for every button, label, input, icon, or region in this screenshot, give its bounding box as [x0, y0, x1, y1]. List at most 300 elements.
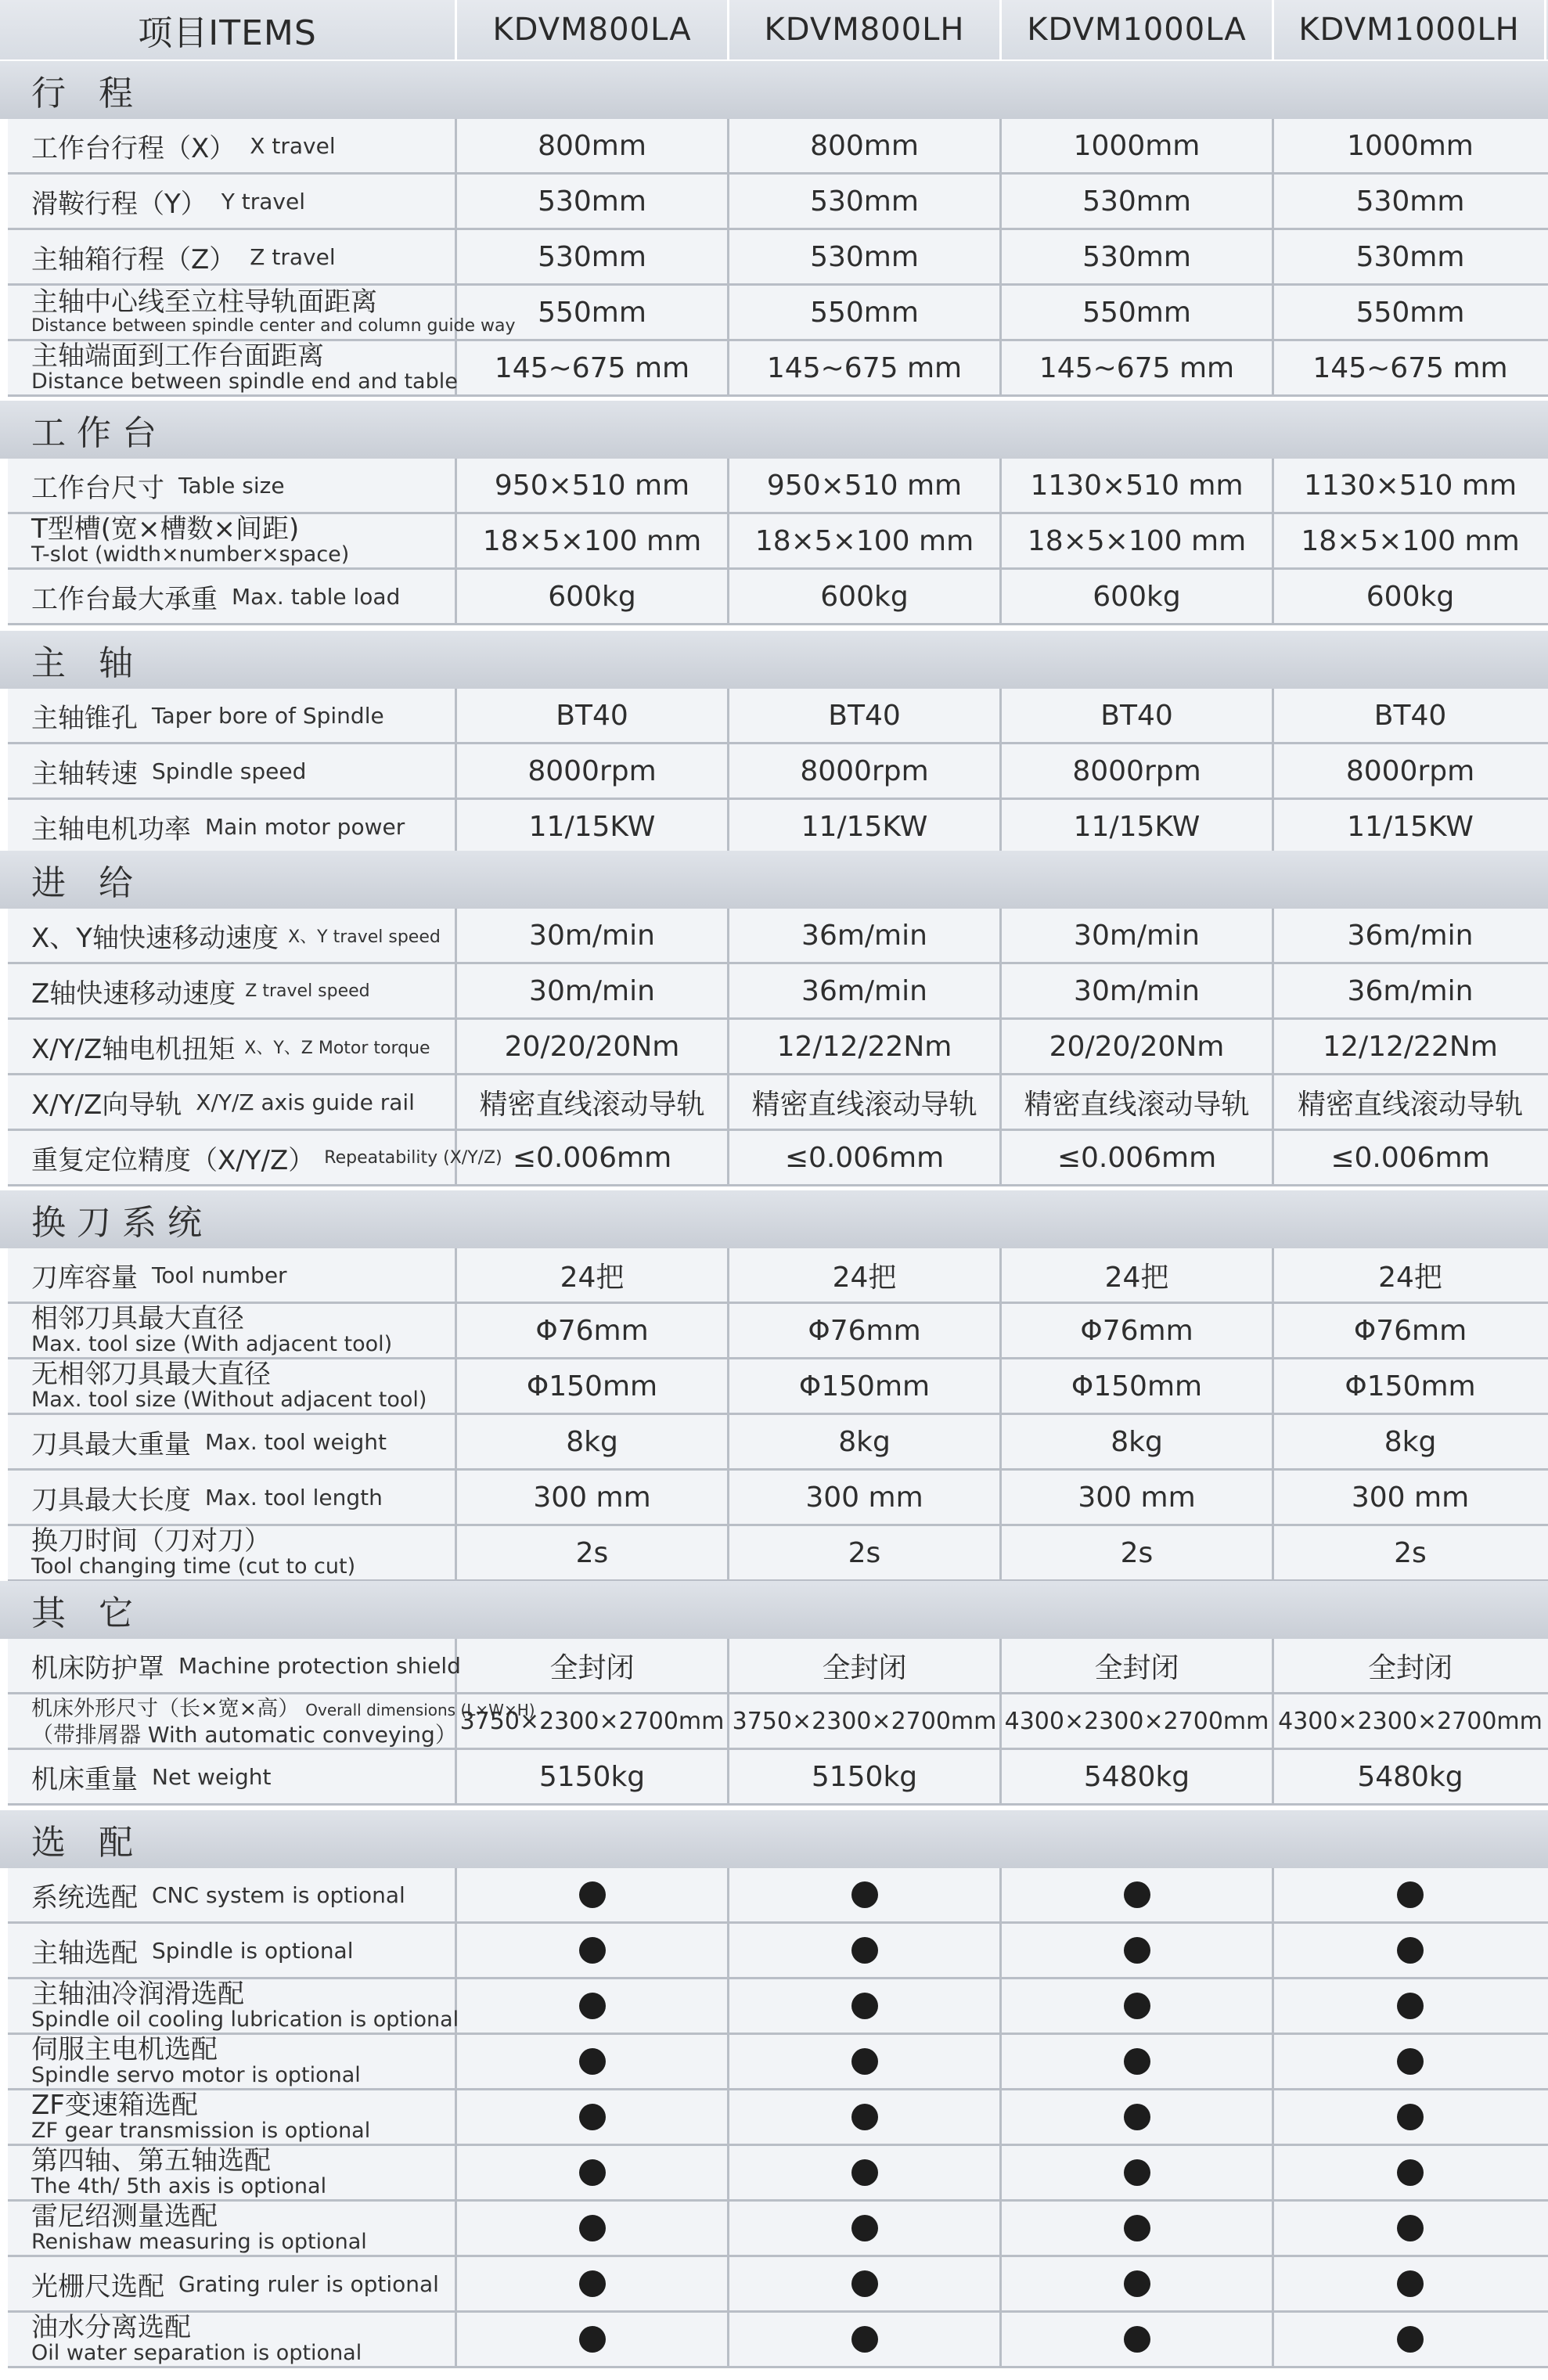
- value-cell: [729, 1924, 1002, 1977]
- label-chinese: 主轴中心线至立柱导轨面距离: [31, 286, 377, 318]
- optional-dot-icon: [579, 2104, 606, 2130]
- optional-dot-icon: [1397, 1881, 1424, 1908]
- value-cell: [457, 2313, 729, 2366]
- value-cell: 全封闭: [729, 1639, 1002, 1692]
- value-cell: 530mm: [729, 230, 1002, 283]
- value-cell: 550mm: [1355, 296, 1465, 329]
- table-row: [8, 2257, 1548, 2313]
- label-chinese: 主轴选配: [31, 1937, 138, 1969]
- optional-dot-icon: [579, 2159, 606, 2186]
- label-english: Grating ruler is optional: [178, 2270, 439, 2297]
- label-chinese: 主轴油冷润滑选配: [31, 1979, 244, 2010]
- value-cell: [457, 1979, 729, 2033]
- value-cell: [1274, 2202, 1546, 2255]
- label-english: Net weight: [152, 1763, 272, 1790]
- table-row: [8, 689, 1548, 744]
- value-cell: 800mm: [457, 119, 729, 172]
- table-row: [8, 230, 1548, 286]
- value-cell: 1130×510 mm: [1303, 469, 1517, 502]
- value-cell: 11/15KW: [457, 800, 729, 853]
- value-cell: 18×5×100 mm: [1301, 524, 1520, 557]
- value-cell: [1274, 1868, 1546, 1921]
- row-label: [8, 230, 457, 283]
- value-cell: 30m/min: [1002, 909, 1274, 962]
- section-header: 行 程: [0, 61, 1548, 119]
- value-cell: 145~675 mm: [729, 341, 1002, 394]
- value-cell: [457, 2146, 729, 2199]
- table-row: [8, 744, 1548, 800]
- value-cell: Φ150mm: [729, 1359, 1002, 1413]
- optional-dot-icon: [851, 2326, 878, 2353]
- value-cell: 600kg: [457, 570, 729, 623]
- value-cell: [457, 2090, 729, 2144]
- label-english: Renishaw measuring is optional: [31, 2230, 367, 2254]
- label-chinese: 第四轴、第五轴选配: [31, 2145, 271, 2177]
- value-cell: 5480kg: [1002, 1750, 1274, 1803]
- value-cell: 950×510 mm: [457, 459, 729, 512]
- label-english: Spindle is optional: [152, 1937, 354, 1964]
- label-english: X、Y travel speed: [288, 927, 441, 947]
- value-cell: 36m/min: [729, 964, 1002, 1017]
- optional-dot-icon: [1124, 2159, 1150, 2186]
- value-cell: Φ150mm: [1002, 1359, 1274, 1413]
- row-label: [8, 1471, 457, 1524]
- value-cell: [1002, 2090, 1274, 2144]
- value-cell: 3750×2300×2700mm: [729, 1694, 1002, 1748]
- label-english: Overall dimensions (L×W×H): [305, 1701, 535, 1719]
- value-cell: 550mm: [1002, 286, 1274, 339]
- value-cell: [1002, 2257, 1274, 2310]
- label-english: Z travel: [250, 243, 336, 270]
- optional-dot-icon: [1124, 1993, 1150, 2019]
- label-english: Z travel speed: [245, 981, 370, 1001]
- optional-dot-icon: [579, 2215, 606, 2241]
- label-chinese: 伺服主电机选配: [31, 2034, 218, 2065]
- row-label: [8, 459, 457, 512]
- table-row: [8, 2202, 1548, 2257]
- section-header: 工作台: [0, 401, 1548, 459]
- optional-dot-icon: [1397, 1937, 1424, 1964]
- row-label: [8, 1694, 535, 1748]
- label-english: Max. tool weight: [205, 1428, 387, 1455]
- optional-dot-icon: [851, 2159, 878, 2186]
- optional-dot-icon: [1397, 2048, 1424, 2075]
- row-label: [8, 1924, 457, 1977]
- value-cell: 1130×510 mm: [1002, 459, 1274, 512]
- label-chinese: 相邻刀具最大直径: [31, 1303, 244, 1334]
- row-label: [8, 800, 457, 853]
- value-cell: 24把: [1378, 1261, 1442, 1294]
- label-english: Max. table load: [232, 583, 401, 610]
- label-english: Tool changing time (cut to cut): [31, 1554, 356, 1579]
- row-label: [8, 1075, 457, 1129]
- value-cell: 36m/min: [729, 909, 1002, 962]
- label-chinese: ZF变速箱选配: [31, 2090, 198, 2121]
- value-cell: 精密直线滚动导轨: [729, 1075, 1002, 1129]
- row-label: [8, 286, 516, 339]
- value-cell: [1274, 2090, 1546, 2144]
- optional-dot-icon: [1397, 1993, 1424, 2019]
- value-cell: 4300×2300×2700mm: [1002, 1694, 1274, 1748]
- optional-dot-icon: [579, 2048, 606, 2075]
- value-cell: 300 mm: [1351, 1481, 1470, 1514]
- value-cell: Φ150mm: [1345, 1370, 1476, 1402]
- row-label: [8, 1359, 457, 1413]
- label-chinese: 刀具最大重量: [31, 1428, 191, 1460]
- label-chinese: 换刀时间（刀对刀）: [31, 1525, 271, 1557]
- value-cell: 24把: [457, 1248, 729, 1302]
- value-cell: 550mm: [457, 286, 729, 339]
- optional-dot-icon: [1124, 1937, 1150, 1964]
- label-english: T-slot (width×number×space): [31, 542, 350, 567]
- value-cell: [729, 2257, 1002, 2310]
- label-english: Y travel: [221, 188, 306, 214]
- table-row: [8, 964, 1548, 1020]
- table-row: [8, 459, 1548, 514]
- value-cell: 600kg: [1366, 580, 1455, 613]
- label-english: Spindle speed: [152, 758, 307, 784]
- value-cell: 全封闭: [1367, 1651, 1453, 1684]
- value-cell: 2s: [1002, 1526, 1274, 1579]
- label-english: Spindle oil cooling lubrication is optional: [31, 2007, 459, 2032]
- value-cell: [729, 1868, 1002, 1921]
- label-english: Spindle servo motor is optional: [31, 2063, 361, 2087]
- table-row: [8, 1471, 1548, 1526]
- optional-dot-icon: [1124, 2326, 1150, 2353]
- value-cell: 530mm: [1355, 240, 1465, 273]
- label-chinese: 机床重量: [31, 1763, 138, 1795]
- value-cell: 8000rpm: [1345, 754, 1475, 787]
- table-row: [8, 341, 1548, 397]
- optional-dot-icon: [851, 1993, 878, 2019]
- label-english: Main motor power: [205, 813, 405, 840]
- label-english: Repeatability (X/Y/Z): [324, 1147, 502, 1168]
- value-cell: [1002, 2202, 1274, 2255]
- label-chinese: 滑鞍行程（Y）: [31, 188, 207, 220]
- label-chinese: 油水分离选配: [31, 2312, 191, 2343]
- value-cell: 530mm: [1002, 230, 1274, 283]
- optional-dot-icon: [1124, 1881, 1150, 1908]
- value-cell: ≤0.006mm: [729, 1131, 1002, 1184]
- value-cell: 300 mm: [729, 1471, 1002, 1524]
- table-row: [8, 175, 1548, 230]
- row-label: [8, 744, 457, 798]
- value-cell: 600kg: [729, 570, 1002, 623]
- model-header-4: KDVM1000LH: [1274, 0, 1546, 59]
- value-cell: BT40: [1002, 689, 1274, 742]
- section-header: 其 它: [0, 1581, 1548, 1639]
- table-row: [8, 1639, 1548, 1694]
- label-english: Max. tool size (Without adjacent tool): [31, 1388, 427, 1412]
- optional-dot-icon: [1397, 2270, 1424, 2297]
- value-cell: 11/15KW: [1002, 800, 1274, 853]
- table-row: [8, 1750, 1548, 1806]
- value-cell: 30m/min: [1002, 964, 1274, 1017]
- value-cell: 全封闭: [1002, 1639, 1274, 1692]
- value-cell: 8kg: [729, 1415, 1002, 1468]
- label-english: Max. tool size (With adjacent tool): [31, 1332, 393, 1356]
- value-cell: 30m/min: [457, 964, 729, 1017]
- label-chinese: 重复定位精度（X/Y/Z）: [31, 1144, 315, 1176]
- value-cell: 530mm: [729, 175, 1002, 228]
- label-chinese: 无相邻刀具最大直径: [31, 1359, 271, 1390]
- value-cell: 550mm: [729, 286, 1002, 339]
- label-chinese: 刀库容量: [31, 1262, 138, 1294]
- table-row: [8, 1868, 1548, 1924]
- table-row: [8, 1075, 1548, 1131]
- table-row: [8, 286, 1548, 341]
- model-header-2: KDVM800LH: [729, 0, 1002, 59]
- optional-dot-icon: [1124, 2215, 1150, 2241]
- label-chinese: 机床外形尺寸（长×宽×高）: [31, 1697, 300, 1721]
- section-header: 主 轴: [0, 631, 1548, 689]
- value-cell: 8000rpm: [729, 744, 1002, 798]
- value-cell: 全封闭: [457, 1639, 729, 1692]
- table-row: [8, 909, 1548, 964]
- value-cell: [457, 2202, 729, 2255]
- value-cell: Φ76mm: [1353, 1314, 1467, 1347]
- value-cell: 36m/min: [1347, 974, 1474, 1007]
- table-row: [8, 2146, 1548, 2202]
- value-cell: 5150kg: [729, 1750, 1002, 1803]
- value-cell: [1274, 1979, 1546, 2033]
- table-row: [8, 1131, 1548, 1186]
- label-chinese: 主轴电机功率: [31, 813, 191, 845]
- label-english: Max. tool length: [205, 1484, 383, 1510]
- value-cell: 精密直线滚动导轨: [1002, 1075, 1274, 1129]
- label-chinese: 雷尼绍测量选配: [31, 2201, 218, 2232]
- optional-dot-icon: [851, 2104, 878, 2130]
- optional-dot-icon: [1397, 2104, 1424, 2130]
- row-label: [8, 1639, 461, 1692]
- row-label: [8, 175, 457, 228]
- value-cell: BT40: [729, 689, 1002, 742]
- label-chinese: X/Y/Z向导轨: [31, 1089, 182, 1121]
- value-cell: [729, 2035, 1002, 2088]
- table-row: [8, 1694, 1548, 1750]
- value-cell: [1002, 1868, 1274, 1921]
- label-english: The 4th/ 5th axis is optional: [31, 2174, 327, 2198]
- value-cell: ≤0.006mm: [1002, 1131, 1274, 1184]
- value-cell: 800mm: [729, 119, 1002, 172]
- value-cell: BT40: [457, 689, 729, 742]
- row-label: [8, 909, 457, 962]
- value-cell: 18×5×100 mm: [729, 514, 1002, 567]
- label-chinese: 主轴锥孔: [31, 702, 138, 734]
- optional-dot-icon: [1124, 2048, 1150, 2075]
- row-label: [8, 1526, 457, 1579]
- row-label: [8, 1415, 457, 1468]
- table-row: [8, 1020, 1548, 1075]
- label-chinese: X/Y/Z轴电机扭矩: [31, 1033, 236, 1065]
- table-row: [8, 1526, 1548, 1582]
- label-english: Distance between spindle center and column guide way: [31, 316, 516, 336]
- table-row: [8, 570, 1548, 625]
- row-label: [8, 1868, 457, 1921]
- value-cell: 18×5×100 mm: [457, 514, 729, 567]
- value-cell: 530mm: [457, 230, 729, 283]
- value-cell: [1002, 1979, 1274, 2033]
- table-row: [8, 2035, 1548, 2090]
- value-cell: Φ76mm: [1002, 1304, 1274, 1357]
- value-cell: 530mm: [1002, 175, 1274, 228]
- value-cell: [729, 2146, 1002, 2199]
- row-label: [8, 1248, 457, 1302]
- value-cell: 3750×2300×2700mm: [457, 1694, 729, 1748]
- table-row: [8, 1304, 1548, 1359]
- row-label: [8, 964, 457, 1017]
- model-header-1: KDVM800LA: [457, 0, 729, 59]
- label-english-2: （带排屑器 With automatic conveying）: [31, 1722, 457, 1748]
- value-cell: 30m/min: [457, 909, 729, 962]
- value-cell: 5150kg: [457, 1750, 729, 1803]
- label-english: ZF gear transmission is optional: [31, 2119, 371, 2143]
- value-cell: 2s: [457, 1526, 729, 1579]
- value-cell: [457, 2035, 729, 2088]
- value-cell: 530mm: [1355, 185, 1465, 218]
- value-cell: 8000rpm: [1002, 744, 1274, 798]
- table-row: [8, 119, 1548, 175]
- items-column-header: 项目ITEMS: [0, 0, 457, 59]
- optional-dot-icon: [851, 2048, 878, 2075]
- value-cell: [729, 2090, 1002, 2144]
- value-cell: 530mm: [457, 175, 729, 228]
- label-english: Table size: [178, 472, 285, 499]
- value-cell: 11/15KW: [729, 800, 1002, 853]
- row-label: [8, 2146, 457, 2199]
- row-label: [8, 1131, 502, 1184]
- label-english: X/Y/Z axis guide rail: [196, 1089, 415, 1115]
- value-cell: 8000rpm: [457, 744, 729, 798]
- value-cell: [729, 2202, 1002, 2255]
- value-cell: [1274, 2257, 1546, 2310]
- model-header-3: KDVM1000LA: [1002, 0, 1274, 59]
- value-cell: 24把: [729, 1248, 1002, 1302]
- label-chinese: 系统选配: [31, 1881, 138, 1914]
- value-cell: Φ150mm: [457, 1359, 729, 1413]
- value-cell: BT40: [1373, 699, 1447, 732]
- row-label: [8, 1020, 457, 1073]
- label-chinese: 机床防护罩: [31, 1652, 164, 1684]
- row-label: [8, 341, 457, 394]
- row-label: [8, 2090, 457, 2144]
- optional-dot-icon: [1124, 2104, 1150, 2130]
- value-cell: 11/15KW: [1347, 810, 1474, 843]
- row-label: [8, 2202, 457, 2255]
- row-label: [8, 119, 457, 172]
- optional-dot-icon: [579, 1993, 606, 2019]
- value-cell: [1274, 2313, 1546, 2366]
- section-header: 换刀系统: [0, 1190, 1548, 1248]
- row-label: [8, 1750, 457, 1803]
- value-cell: 5480kg: [1357, 1760, 1463, 1793]
- optional-dot-icon: [851, 1937, 878, 1964]
- optional-dot-icon: [1124, 2270, 1150, 2297]
- table-row: [8, 800, 1548, 855]
- value-cell: 145~675 mm: [1312, 351, 1508, 384]
- table-row: [8, 514, 1548, 570]
- value-cell: 精密直线滚动导轨: [1297, 1088, 1523, 1121]
- value-cell: 12/12/22Nm: [1323, 1030, 1498, 1063]
- value-cell: [1274, 2146, 1546, 2199]
- section-header: 选 配: [0, 1810, 1548, 1868]
- optional-dot-icon: [851, 2215, 878, 2241]
- label-chinese: 主轴转速: [31, 758, 138, 790]
- table-row: [8, 1415, 1548, 1471]
- optional-dot-icon: [579, 2270, 606, 2297]
- value-cell: 20/20/20Nm: [1002, 1020, 1274, 1073]
- value-cell: ≤0.006mm: [1330, 1141, 1490, 1174]
- value-cell: 8kg: [1384, 1425, 1437, 1458]
- label-chinese: T型槽(宽×槽数×间距): [31, 513, 300, 545]
- value-cell: 145~675 mm: [457, 341, 729, 394]
- label-chinese: 主轴箱行程（Z）: [31, 243, 236, 275]
- row-label: [8, 1979, 457, 2033]
- row-label: [8, 2313, 457, 2366]
- value-cell: 12/12/22Nm: [729, 1020, 1002, 1073]
- row-label: [8, 689, 457, 742]
- table-row: [8, 1248, 1548, 1304]
- table-row: [8, 1359, 1548, 1415]
- label-english: Taper bore of Spindle: [152, 702, 384, 729]
- row-label: [8, 514, 457, 567]
- value-cell: 20/20/20Nm: [457, 1020, 729, 1073]
- value-cell: 18×5×100 mm: [1002, 514, 1274, 567]
- value-cell: 2s: [729, 1526, 1002, 1579]
- label-chinese: 光栅尺选配: [31, 2270, 164, 2303]
- value-cell: 1000mm: [1347, 129, 1474, 162]
- label-english: CNC system is optional: [152, 1881, 405, 1908]
- optional-dot-icon: [851, 1881, 878, 1908]
- value-cell: 4300×2300×2700mm: [1278, 1707, 1543, 1735]
- value-cell: Φ76mm: [457, 1304, 729, 1357]
- value-cell: [1002, 1924, 1274, 1977]
- value-cell: [1274, 2035, 1546, 2088]
- table-row: [8, 1979, 1548, 2035]
- value-cell: 600kg: [1002, 570, 1274, 623]
- value-cell: 8kg: [1002, 1415, 1274, 1468]
- table-row: [8, 1924, 1548, 1979]
- label-chinese: 工作台最大承重: [31, 583, 218, 615]
- label-chinese: 刀具最大长度: [31, 1484, 191, 1516]
- value-cell: 36m/min: [1347, 919, 1474, 952]
- label-english: Oil water separation is optional: [31, 2341, 362, 2365]
- table-header: [0, 0, 1548, 59]
- value-cell: Φ76mm: [729, 1304, 1002, 1357]
- label-chinese: 主轴端面到工作台面距离: [31, 340, 324, 372]
- value-cell: 950×510 mm: [729, 459, 1002, 512]
- optional-dot-icon: [579, 1881, 606, 1908]
- label-english: Machine protection shield: [178, 1652, 461, 1679]
- label-chinese: X、Y轴快速移动速度: [31, 922, 279, 954]
- value-cell: 8kg: [457, 1415, 729, 1468]
- label-english: X travel: [250, 132, 336, 159]
- value-cell: [1002, 2313, 1274, 2366]
- optional-dot-icon: [579, 2326, 606, 2353]
- value-cell: 24把: [1002, 1248, 1274, 1302]
- value-cell: [457, 1868, 729, 1921]
- optional-dot-icon: [1397, 2215, 1424, 2241]
- optional-dot-icon: [851, 2270, 878, 2297]
- value-cell: ≤0.006mm: [457, 1131, 729, 1184]
- optional-dot-icon: [579, 1937, 606, 1964]
- table-row: [8, 2313, 1548, 2368]
- row-label: [8, 1304, 457, 1357]
- value-cell: 145~675 mm: [1002, 341, 1274, 394]
- label-chinese: Z轴快速移动速度: [31, 978, 236, 1010]
- value-cell: [457, 1924, 729, 1977]
- label-english: Tool number: [152, 1262, 287, 1288]
